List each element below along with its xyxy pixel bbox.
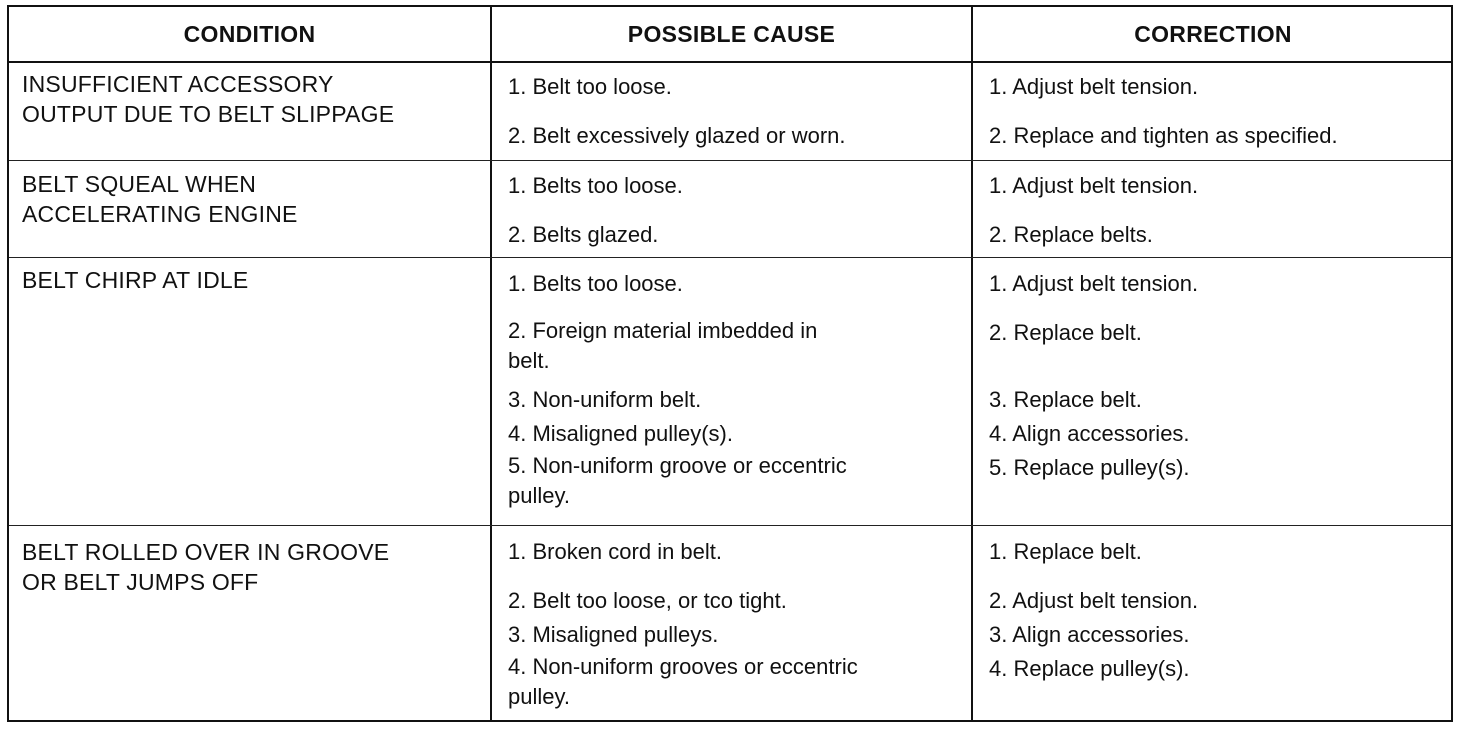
column-divider <box>971 7 973 720</box>
cause-item: 1. Belts too loose. <box>508 173 683 198</box>
correction-item: 4. Align accessories. <box>989 421 1190 446</box>
row-divider <box>9 525 1451 526</box>
condition-cell: INSUFFICIENT ACCESSORY OUTPUT DUE TO BELT SLIPPAGE <box>22 71 395 127</box>
header-condition: CONDITION <box>183 20 316 47</box>
correction-item: 1. Adjust belt tension. <box>989 173 1199 198</box>
correction-item: 2. Replace belts. <box>989 222 1153 247</box>
cause-item: 2. Foreign material imbedded in belt. <box>508 318 818 373</box>
cause-item: 2. Belt too loose, or tco tight. <box>508 588 787 613</box>
cause-item: 2. Belt excessively glazed or worn. <box>508 123 846 148</box>
correction-item: 5. Replace pulley(s). <box>989 455 1190 480</box>
row-divider <box>9 160 1451 161</box>
cause-item: 3. Misaligned pulleys. <box>508 622 719 647</box>
cause-item: 1. Belt too loose. <box>508 74 672 99</box>
cause-item: 1. Broken cord in belt. <box>508 539 723 564</box>
condition-cell: BELT SQUEAL WHEN ACCELERATING ENGINE <box>22 171 298 227</box>
cause-item: 1. Belts too loose. <box>508 271 683 296</box>
correction-item: 1. Adjust belt tension. <box>989 74 1199 99</box>
cause-item: 3. Non-uniform belt. <box>508 387 702 412</box>
correction-item: 2. Replace and tighten as specified. <box>989 123 1338 148</box>
condition-cell: BELT ROLLED OVER IN GROOVE OR BELT JUMPS OFF <box>22 539 390 595</box>
correction-item: 3. Replace belt. <box>989 387 1142 412</box>
condition-cell: BELT CHIRP AT IDLE <box>22 267 249 293</box>
cause-item: 2. Belts glazed. <box>508 222 659 247</box>
correction-item: 4. Replace pulley(s). <box>989 656 1190 681</box>
row-divider <box>9 257 1451 258</box>
cause-item: 5. Non-uniform groove or eccentric pulley. <box>508 453 847 508</box>
header-cause: POSSIBLE CAUSE <box>627 20 836 47</box>
correction-item: 2. Adjust belt tension. <box>989 588 1199 613</box>
correction-item: 2. Replace belt. <box>989 320 1142 345</box>
correction-item: 1. Adjust belt tension. <box>989 271 1199 296</box>
cause-item: 4. Non-uniform grooves or eccentric pulley. <box>508 654 858 709</box>
header-row <box>9 7 1451 63</box>
correction-item: 1. Replace belt. <box>989 539 1142 564</box>
cause-item: 4. Misaligned pulley(s). <box>508 421 733 446</box>
correction-item: 3. Align accessories. <box>989 622 1190 647</box>
diagnosis-table <box>7 5 1453 722</box>
header-correction: CORRECTION <box>1134 20 1292 47</box>
